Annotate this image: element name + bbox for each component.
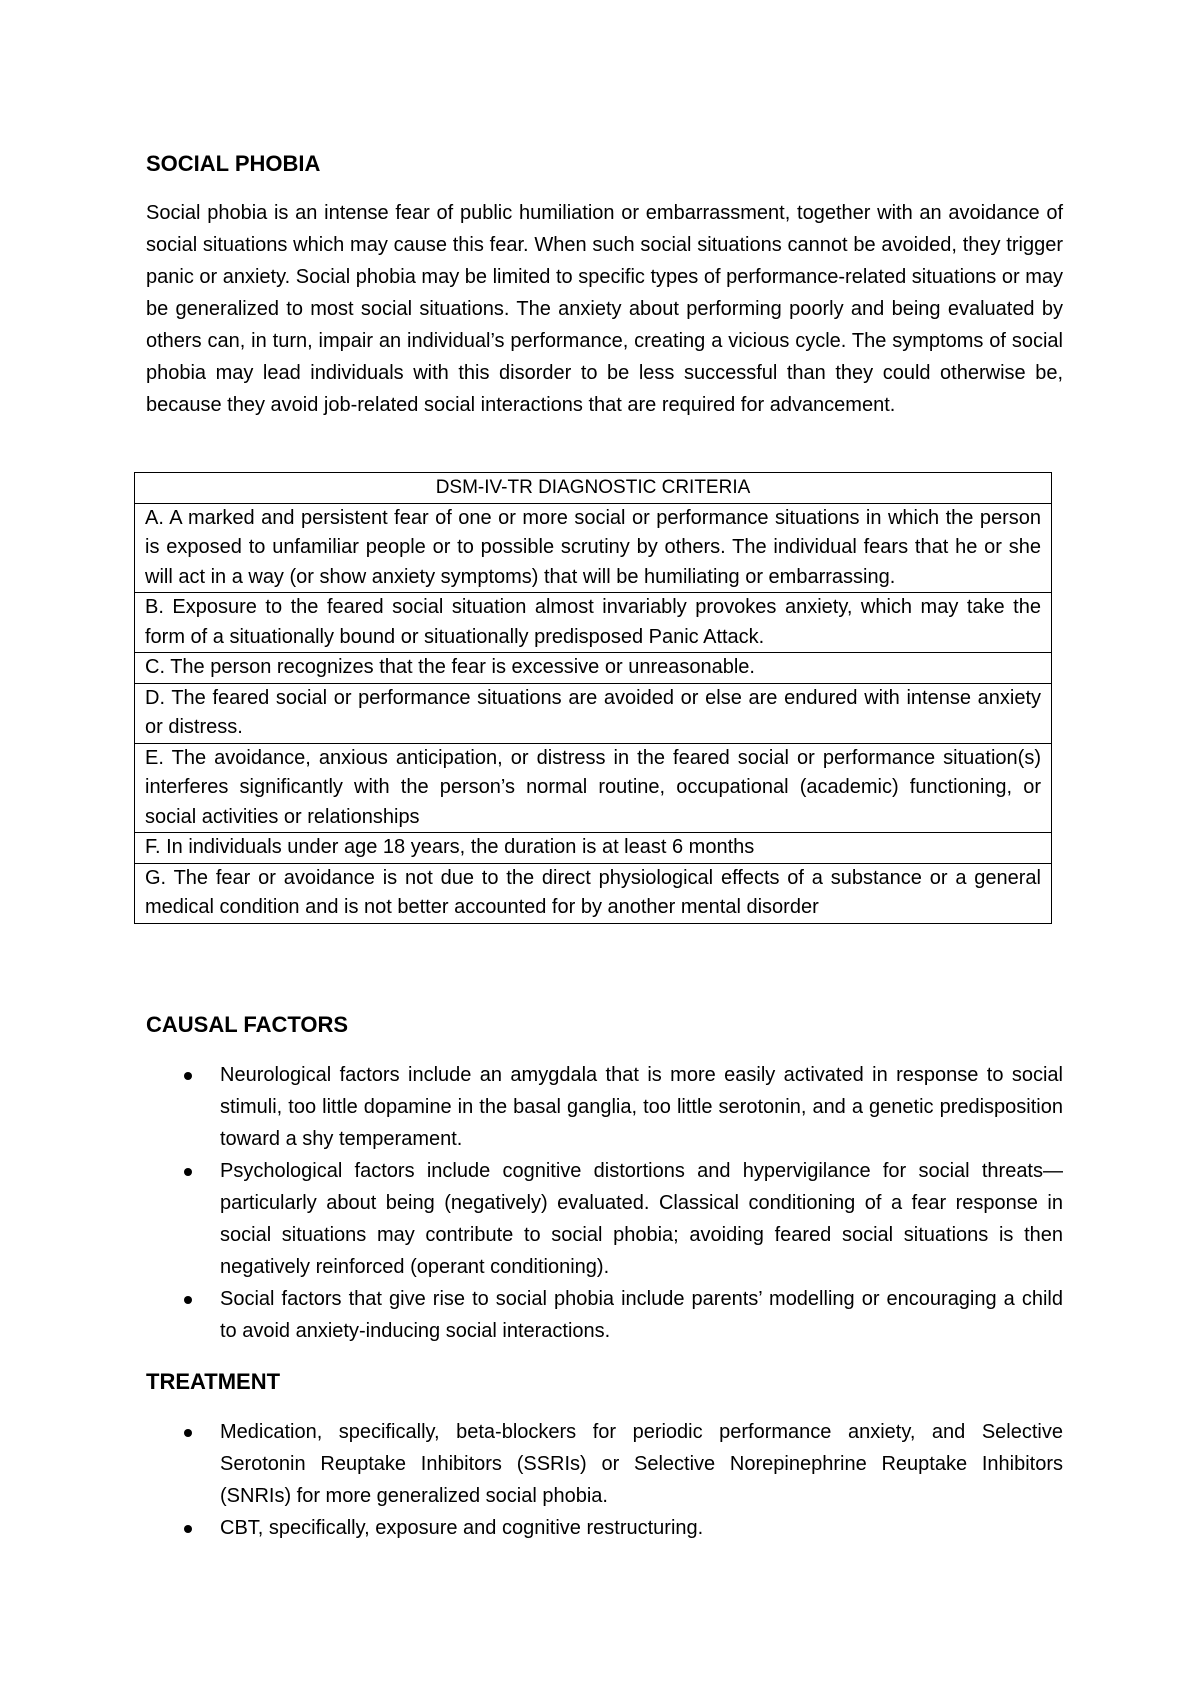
table-row [135,743,1052,833]
table-row [135,863,1052,923]
list-item-text: Medication, specifically, beta-blockers for periodic performance anxiety, and Selective Serotonin Reuptake Inhibitors (SSRIs) or Selective Norepinephrine Reuptake Inhibitors (SNRIs) for more generalized social phobia. [220,1421,1063,1507]
treatment-list [146,1416,1063,1544]
treatment-heading: TREATMENT [146,1369,281,1394]
list-item [146,1283,1063,1347]
table-row [135,593,1052,653]
social-phobia-heading: SOCIAL PHOBIA [146,151,321,176]
table-row [135,503,1052,593]
list-item [146,1059,1063,1155]
table-header-row [135,473,1052,504]
diagnostic-criteria-table [134,472,1052,924]
list-item [146,1155,1063,1283]
table-row [135,683,1052,743]
bullet-icon [184,1168,192,1176]
table-row [135,833,1052,864]
list-item-text: Social factors that give rise to social phobia include parents’ modelling or encouraging a child to avoid anxiety-inducing social interactions. [220,1288,1063,1342]
bullet-icon [184,1525,192,1533]
causal-factors-heading: CAUSAL FACTORS [146,1012,349,1037]
social-phobia-paragraph: Social phobia is an intense fear of public humiliation or embarrassment, together with an avoidance of social situations which may cause this fear. When such social situations cannot be avoided, they trigger panic or anxiety. Social phobia may be limited to specific types of performance-related situations or may be generalized to most social situations. The anxiety about performing poorly and being evaluated by others can, in turn, impair an individual’s performance, creating a vicious cycle. The symptoms of social phobia may lead individuals with this disorder to be less successful than they could otherwise be, because they avoid job-related social interactions that are required for advancement. [146,202,1063,416]
table-row [135,653,1052,684]
list-item-text: Neurological factors include an amygdala that is more easily activated in response to social stimuli, too little dopamine in the basal ganglia, too little serotonin, and a genetic predisposition toward a shy temperament. [220,1064,1063,1150]
criterion-b: B. Exposure to the feared social situation almost invariably provokes anxiety, which may take the form of a situationally bound or situationally predisposed Panic Attack. [135,593,1052,653]
criterion-a: A. A marked and persistent fear of one or more social or performance situations in which the person is exposed to unfamiliar people or to possible scrutiny by others. The individual fears that he or she will act in a way (or show anxiety symptoms) that will be humiliating or embarrassing. [135,503,1052,593]
bullet-icon [184,1296,192,1304]
table-header-cell: DSM-IV-TR DIAGNOSTIC CRITERIA [135,473,1052,504]
criterion-d: D. The feared social or performance situations are avoided or else are endured with intense anxiety or distress. [135,683,1052,743]
list-item-text: Psychological factors include cognitive distortions and hypervigilance for social threats— particularly about being (negatively) evaluated. Classical conditioning of a fear response in social situations may contribute to social phobia; avoiding feared social situations is then negatively reinforced (operant conditioning). [220,1160,1063,1278]
criterion-f: F. In individuals under age 18 years, the duration is at least 6 months [135,833,1052,864]
causal-factors-list [146,1059,1063,1347]
list-item-text: CBT, specifically, exposure and cognitive restructuring. [220,1517,704,1539]
list-item [146,1512,1063,1544]
criterion-c: C. The person recognizes that the fear is excessive or unreasonable. [135,653,1052,684]
criterion-e: E. The avoidance, anxious anticipation, or distress in the feared social or performance situation(s) interferes significantly with the person’s normal routine, occupational (academic) functioning, or social activities or relationships [135,743,1052,833]
bullet-icon [184,1429,192,1437]
bullet-icon [184,1072,192,1080]
list-item [146,1416,1063,1512]
criterion-g: G. The fear or avoidance is not due to the direct physiological effects of a substance or a general medical condition and is not better accounted for by another mental disorder [135,863,1052,923]
